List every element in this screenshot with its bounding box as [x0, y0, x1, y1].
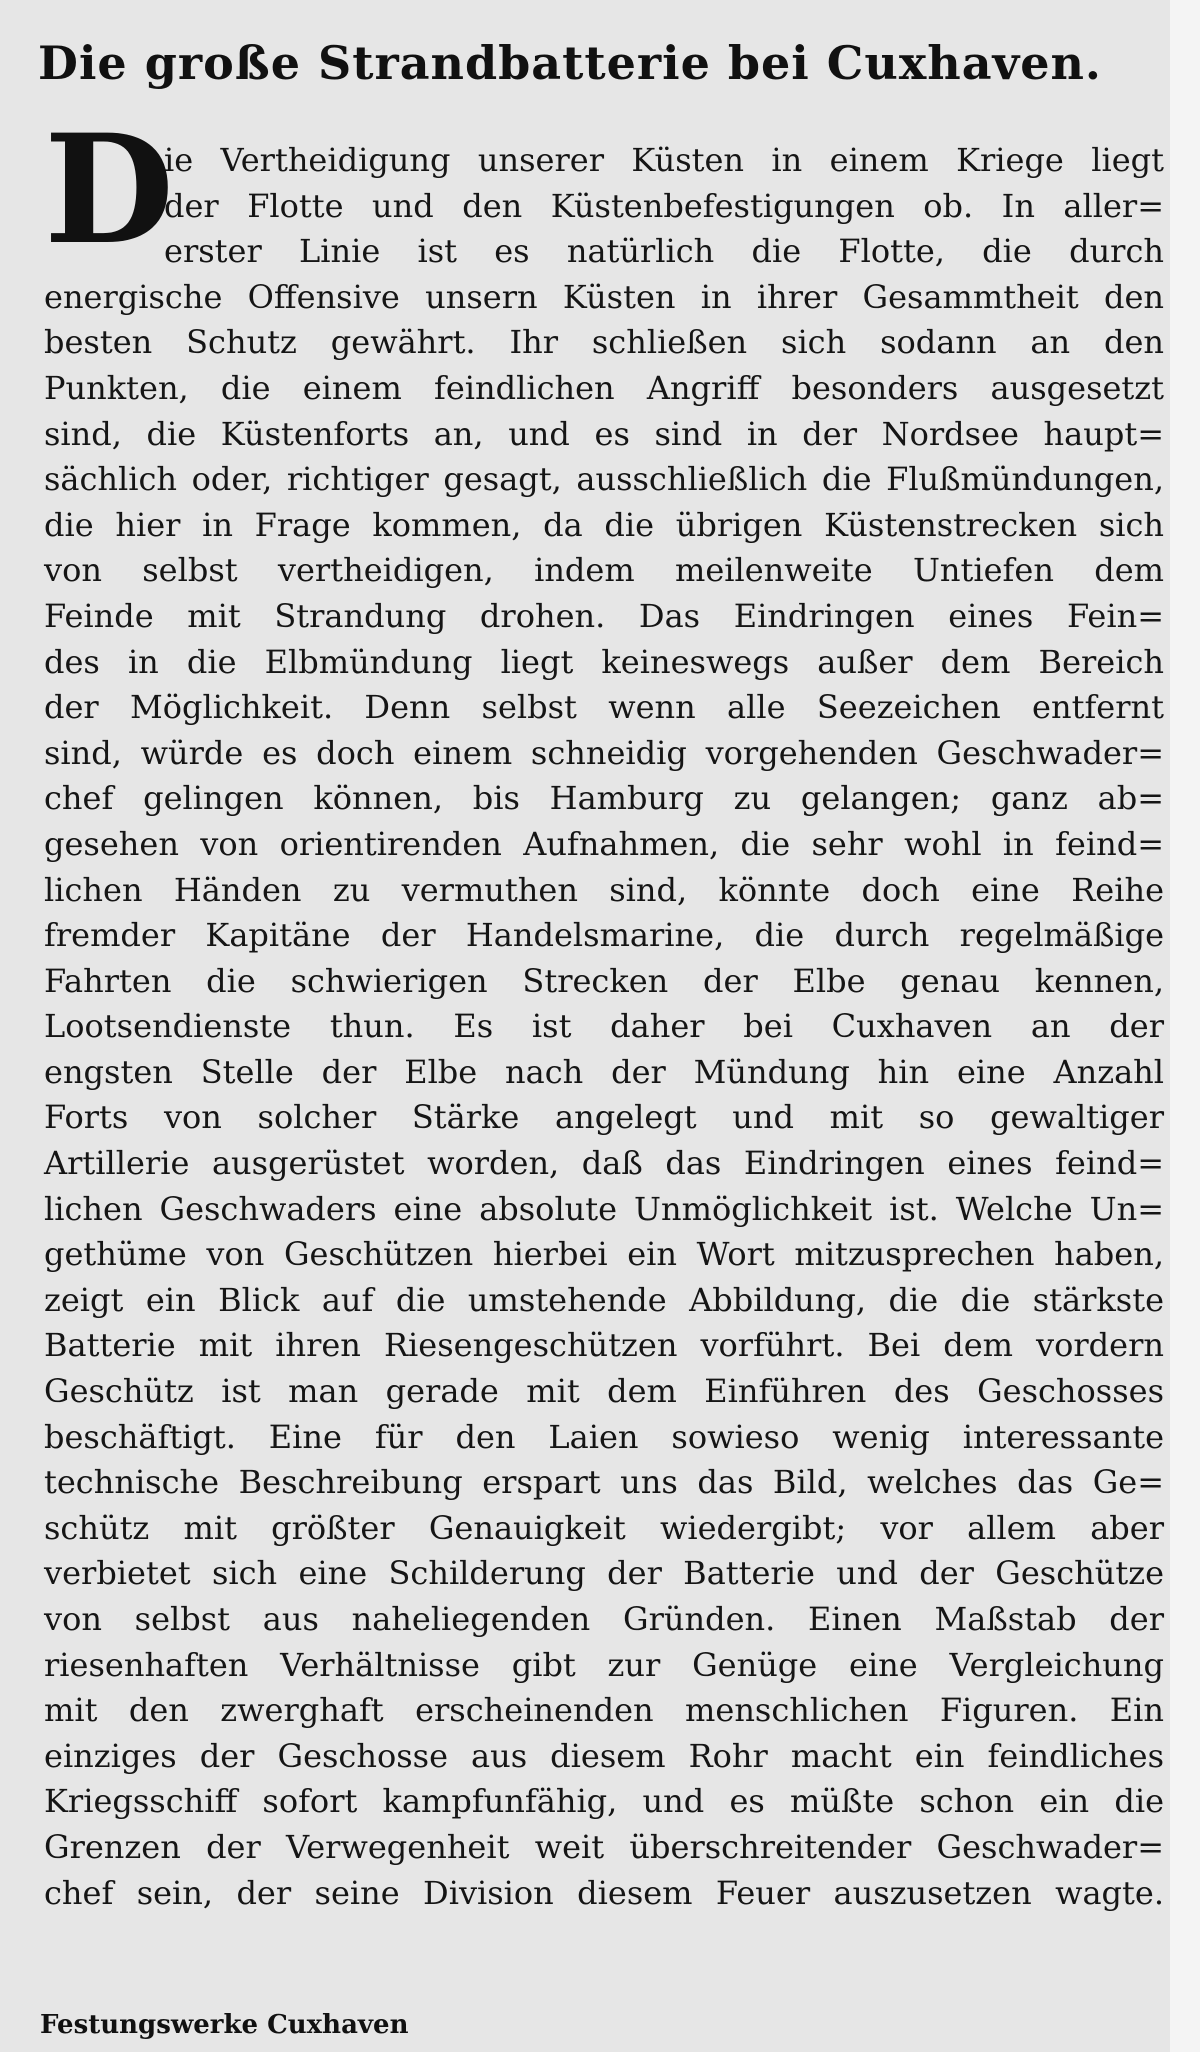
text-line: zeigt ein Blick auf die umstehende Abbildung, die die stärkste: [44, 1280, 1164, 1319]
text-line: Punkten, die einem feindlichen Angriff besonders ausgesetzt: [44, 368, 1164, 407]
text-line: riesenhaften Verhältnisse gibt zur Genüge eine Vergleichung: [44, 1645, 1164, 1684]
page-edge: [1170, 0, 1200, 2052]
text-line: technische Beschreibung erspart uns das Bild, welches das Ge=: [44, 1463, 1164, 1502]
text-line: fremder Kapitäne der Handelsmarine, die durch regelmäßige: [44, 916, 1164, 955]
text-line: Feinde mit Strandung drohen. Das Eindringen eines Fein=: [44, 596, 1164, 635]
text-line: von selbst vertheidigen, indem meilenweite Untiefen dem: [44, 551, 1164, 590]
text-line: Artillerie ausgerüstet worden, daß das Eindringen eines feind=: [44, 1144, 1164, 1183]
text-line: lichen Händen zu vermuthen sind, könnte doch eine Reihe: [44, 870, 1164, 909]
text-line: die hier in Frage kommen, da die übrigen Küstenstrecken sich: [44, 505, 1164, 544]
text-line: verbietet sich eine Schilderung der Batterie und der Geschütze: [44, 1554, 1164, 1593]
text-line: einziges der Geschosse aus diesem Rohr macht ein feindliches: [44, 1736, 1164, 1775]
text-line: der Flotte und den Küstenbefestigungen ob. In aller=: [164, 186, 1164, 225]
text-line: besten Schutz gewährt. Ihr schließen sich sodann an den: [44, 323, 1164, 362]
text-line: energische Offensive unsern Küsten in ihrer Gesammtheit den: [44, 277, 1164, 316]
text-line: schütz mit größter Genauigkeit wiedergibt; vor allem aber: [44, 1508, 1164, 1547]
text-line: Lootsendienste thun. Es ist daher bei Cuxhaven an der: [44, 1007, 1164, 1046]
text-line: von selbst aus naheliegenden Gründen. Einen Maßstab der: [44, 1600, 1164, 1638]
text-line: Batterie mit ihren Riesengeschützen vorführt. Bei dem vordern: [44, 1326, 1164, 1365]
text-line: Kriegsschiff sofort kampfunfähig, und es müßte schon ein die: [44, 1782, 1164, 1821]
text-line: gethüme von Geschützen hierbei ein Wort mitzusprechen haben,: [44, 1235, 1164, 1274]
text-line: erster Linie ist es natürlich die Flotte, die durch: [164, 232, 1164, 271]
text-line: mit den zwerghaft erscheinenden menschlichen Figuren. Ein: [44, 1691, 1164, 1730]
text-line: Grenzen der Verwegenheit weit überschreitender Geschwader=: [44, 1827, 1164, 1866]
text-line: beschäftigt. Eine für den Laien sowieso wenig interessante: [44, 1417, 1164, 1456]
text-line: Fahrten die schwierigen Strecken der Elbe genau kennen,: [44, 961, 1164, 1000]
text-line: chef gelingen können, bis Hamburg zu gelangen; ganz ab=: [44, 779, 1164, 818]
text-line: chef sein, der seine Division diesem Feuer auszusetzen wagte.: [44, 1873, 1164, 1912]
text-line: gesehen von orientirenden Aufnahmen, die sehr wohl in feind=: [44, 824, 1164, 863]
text-line: sind, würde es doch einem schneidig vorgehenden Geschwader=: [44, 733, 1164, 772]
drop-cap: D: [44, 102, 175, 278]
text-line: sächlich oder, richtiger gesagt, ausschließlich die Flußmündungen,: [44, 460, 1164, 499]
text-line: der Möglichkeit. Denn selbst wenn alle Seezeichen entfernt: [44, 688, 1164, 727]
footer-caption: Festungswerke Cuxhaven: [40, 2010, 409, 2040]
text-line: sind, die Küstenforts an, und es sind in der Nordsee haupt=: [44, 414, 1164, 453]
article-title: Die große Strandbatterie bei Cuxhaven.: [38, 36, 1102, 90]
text-line: ie Vertheidigung unserer Küsten in einem Kriege liegt: [164, 141, 1164, 179]
text-line: des in die Elbmündung liegt keineswegs außer dem Bereich: [44, 642, 1164, 681]
article-body: [44, 138, 1164, 1916]
text-line: engsten Stelle der Elbe nach der Mündung hin eine Anzahl: [44, 1052, 1164, 1091]
text-line: Forts von solcher Stärke angelegt und mit so gewaltiger: [44, 1098, 1164, 1137]
text-line: lichen Geschwaders eine absolute Unmöglichkeit ist. Welche Un=: [44, 1189, 1164, 1228]
text-line: Geschütz ist man gerade mit dem Einführen des Geschosses: [44, 1372, 1164, 1411]
